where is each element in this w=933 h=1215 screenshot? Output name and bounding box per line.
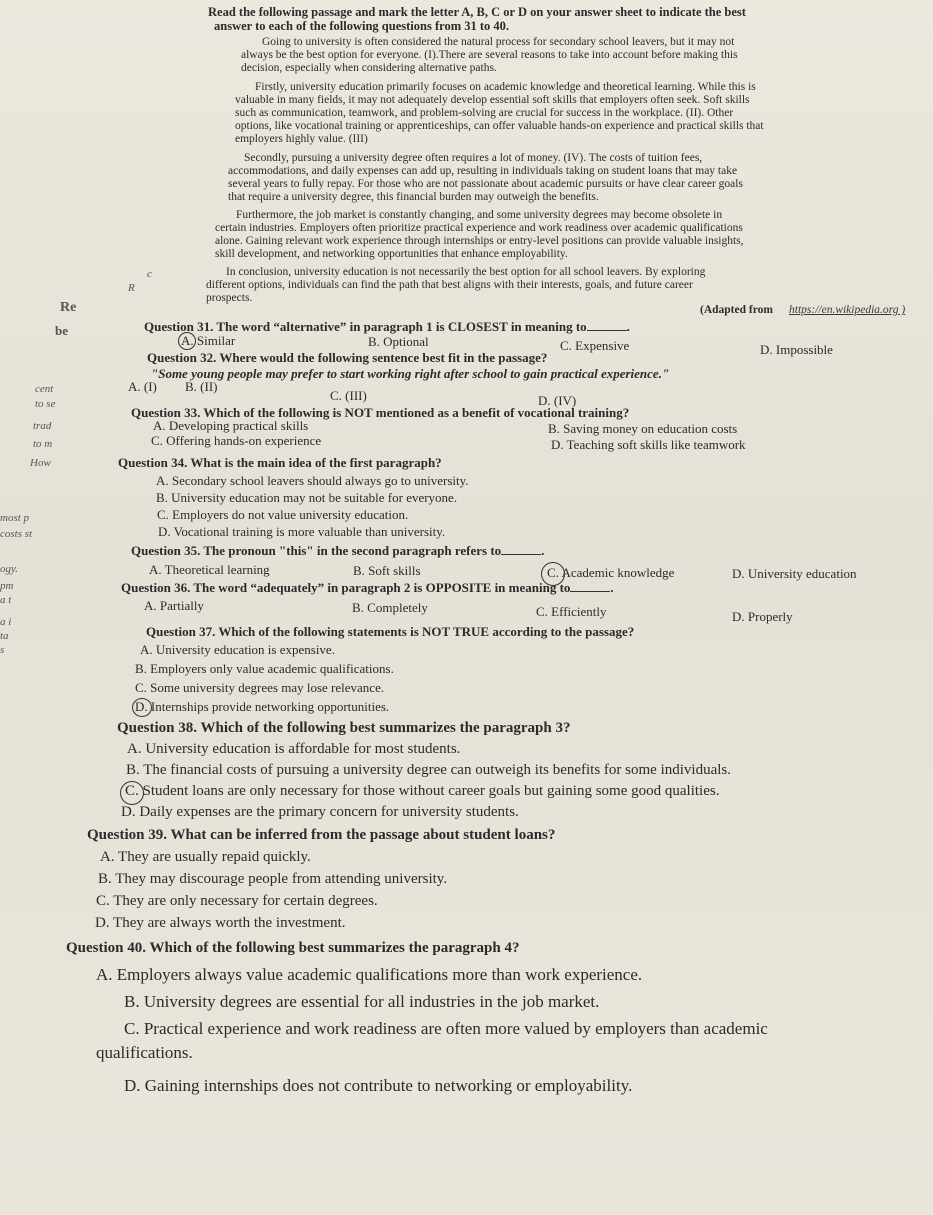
q34-option-b[interactable]: B. University education may not be suitable for everyone. — [156, 490, 458, 505]
q39-option-d[interactable]: D. They are always worth the investment. — [95, 915, 346, 931]
passage-p5-l3: prospects. — [206, 292, 253, 304]
q33-option-c[interactable]: C. Offering hands-on experience — [151, 433, 322, 448]
passage-p1-l2: always be the best option for everyone. (I).There are several reasons to take into account before making this — [241, 49, 738, 61]
passage-p2-l5: employers highly value. (III) — [235, 133, 368, 145]
margin-note: ogy. — [0, 563, 19, 575]
q36-option-a[interactable]: A. Partially — [144, 598, 204, 613]
passage-p5-l2: different options, individuals can find the path that best aligns with their interests, goals, and future career — [206, 279, 693, 291]
q40-option-c-line-1[interactable]: C. Practical experience and work readiness are often more valued by employers than academic — [124, 1019, 768, 1038]
margin-note: a i — [0, 616, 12, 628]
instructions-line-2: answer to each of the following questions from 31 to 40. — [214, 19, 510, 33]
q35-option-b[interactable]: B. Soft skills — [353, 563, 421, 578]
q38-option-b[interactable]: B. The financial costs of pursuing a university degree can outweigh its benefits for some individuals. — [126, 762, 732, 778]
margin-note: a t — [0, 594, 12, 606]
passage-p2-l3: such as communication, teamwork, and problem-solving are crucial for success in the workplace. (II). Other — [235, 107, 734, 119]
q32-option-b[interactable]: B. (II) — [185, 379, 218, 394]
q34-option-c[interactable]: C. Employers do not value university education. — [157, 507, 409, 522]
passage-p1-l1: Going to university is often considered the natural process for secondary school leavers, but it may not — [262, 36, 735, 48]
margin-note: How — [30, 457, 51, 469]
q36-option-d[interactable]: D. Properly — [732, 609, 793, 624]
passage-p3-l4: that require a university degree, this financial burden may outweigh the benefits. — [228, 191, 599, 203]
q35-stem: Question 35. The pronoun "this" in the second paragraph refers to . — [131, 543, 545, 558]
passage-p3-l1: Secondly, pursuing a university degree often requires a lot of money. (IV). The costs of tuition fees, — [244, 152, 703, 164]
passage-p3-l3: several years to fully repay. For those who are not passionate about academic pursuits or have clear career goals — [228, 178, 743, 190]
q35-option-c[interactable]: C. Academic knowledge — [547, 565, 675, 580]
q33-option-a[interactable]: A. Developing practical skills — [153, 418, 309, 433]
passage-p1-l3: decision, especially when considering alternative paths. — [241, 62, 497, 74]
q36-option-b[interactable]: B. Completely — [352, 600, 428, 615]
q37-option-b[interactable]: B. Employers only value academic qualifications. — [135, 661, 394, 676]
q32-option-d[interactable]: D. (IV) — [538, 393, 577, 408]
answer-mark-circle — [178, 332, 196, 350]
q39-stem: Question 39. What can be inferred from the passage about student loans? — [87, 827, 556, 843]
q31-option-c[interactable]: C. Expensive — [560, 338, 630, 353]
margin-note: to m — [33, 438, 53, 450]
answer-mark-circle — [132, 698, 152, 717]
q38-option-a[interactable]: A. University education is affordable for most students. — [127, 741, 461, 757]
q32-option-c[interactable]: C. (III) — [330, 388, 367, 403]
margin-note: be — [55, 323, 68, 338]
source-label: (Adapted from — [700, 304, 773, 316]
q37-stem: Question 37. Which of the following statements is NOT TRUE according to the passage? — [146, 624, 635, 639]
q40-option-c-line-2: qualifications. — [96, 1043, 193, 1062]
q36-stem: Question 36. The word “adequately” in paragraph 2 is OPPOSITE in meaning to . — [121, 580, 614, 595]
margin-note: trad — [33, 420, 52, 432]
passage-p4-l2: certain industries. Employers often prioritize practical experience and work readiness over academic qualifications — [215, 222, 743, 234]
q39-option-b[interactable]: B. They may discourage people from attending university. — [98, 871, 448, 887]
q37-option-a[interactable]: A. University education is expensive. — [140, 642, 335, 657]
q34-stem: Question 34. What is the main idea of the first paragraph? — [118, 455, 442, 470]
q34-option-d[interactable]: D. Vocational training is more valuable than university. — [158, 524, 446, 539]
margin-note: most p — [0, 512, 30, 524]
q38-option-d[interactable]: D. Daily expenses are the primary concern for university students. — [121, 804, 519, 820]
q35-option-a[interactable]: A. Theoretical learning — [149, 562, 270, 577]
margin-note: c — [147, 268, 152, 280]
passage-p5-l1: In conclusion, university education is not necessarily the best option for all school leavers. By exploring — [226, 266, 706, 278]
q36-option-c[interactable]: C. Efficiently — [536, 604, 607, 619]
passage-p2-l2: valuable in many fields, it may not adequately develop essential soft skills that employers often seek. Soft skills — [235, 94, 750, 106]
q32-stem: Question 32. Where would the following sentence best fit in the passage? — [147, 350, 548, 365]
q40-option-d[interactable]: D. Gaining internships does not contribute to networking or employability. — [124, 1076, 633, 1095]
passage-p4-l1: Furthermore, the job market is constantly changing, and some university degrees may become obsolete in — [236, 209, 723, 221]
q37-option-c[interactable]: C. Some university degrees may lose relevance. — [135, 680, 385, 695]
q33-stem: Question 33. Which of the following is NOT mentioned as a benefit of vocational training? — [131, 405, 630, 420]
passage-p4-l4: skill development, and networking opportunities that enhance employability. — [215, 248, 568, 260]
margin-note: ta — [0, 630, 9, 642]
q35-option-d[interactable]: D. University education — [732, 566, 857, 581]
source-link[interactable]: https://en.wikipedia.org ) — [789, 304, 906, 316]
q33-option-b[interactable]: B. Saving money on education costs — [548, 421, 738, 436]
margin-note: s — [0, 644, 5, 656]
answer-mark-circle — [120, 781, 144, 805]
q32-option-a[interactable]: A. (I) — [128, 379, 157, 394]
q31-option-a[interactable]: A. Similar — [181, 333, 236, 348]
margin-note: costs st — [0, 528, 33, 540]
q40-option-a[interactable]: A. Employers always value academic qualifications more than work experience. — [96, 965, 643, 984]
q40-option-b[interactable]: B. University degrees are essential for all industries in the job market. — [124, 992, 600, 1011]
q39-option-a[interactable]: A. They are usually repaid quickly. — [100, 849, 311, 865]
passage-p3-l2: accommodations, and daily expenses can add up, resulting in individuals taking on student loans that may take — [228, 165, 738, 177]
margin-note: Re — [60, 300, 77, 315]
passage-p2-l1: Firstly, university education primarily focuses on academic knowledge and theoretical learning. While this is — [255, 81, 756, 93]
q34-option-a[interactable]: A. Secondary school leavers should always go to university. — [156, 473, 469, 488]
q32-quoted-sentence: "Some young people may prefer to start working right after school to gain practical experience." — [151, 366, 670, 381]
q39-option-c[interactable]: C. They are only necessary for certain degrees. — [96, 893, 378, 909]
margin-note: to se — [35, 398, 56, 410]
margin-note: pm — [0, 580, 14, 592]
q40-stem: Question 40. Which of the following best summarizes the paragraph 4? — [66, 940, 520, 956]
q33-option-d[interactable]: D. Teaching soft skills like teamwork — [551, 437, 746, 452]
instructions-line-1: Read the following passage and mark the letter A, B, C or D on your answer sheet to indicate the best — [208, 5, 746, 19]
q31-option-d[interactable]: D. Impossible — [760, 342, 833, 357]
passage-p2-l4: options, like vocational training or apprenticeships, can offer valuable hands-on experience and practical skills that — [235, 120, 764, 132]
margin-note: cent — [35, 383, 54, 395]
q37-option-d[interactable]: D. Internships provide networking opportunities. — [135, 699, 390, 714]
margin-note: R — [128, 282, 135, 294]
passage-p4-l3: alone. Gaining relevant work experience through internships or entry-level positions can provide valuable insights, — [215, 235, 744, 247]
q31-option-b[interactable]: B. Optional — [368, 334, 429, 349]
q38-option-c[interactable]: C. Student loans are only necessary for those without career goals but gaining some good qualities. — [125, 783, 720, 799]
q38-stem: Question 38. Which of the following best summarizes the paragraph 3? — [117, 720, 571, 736]
q31-stem: Question 31. The word “alternative” in paragraph 1 is CLOSEST in meaning to . — [144, 319, 630, 334]
